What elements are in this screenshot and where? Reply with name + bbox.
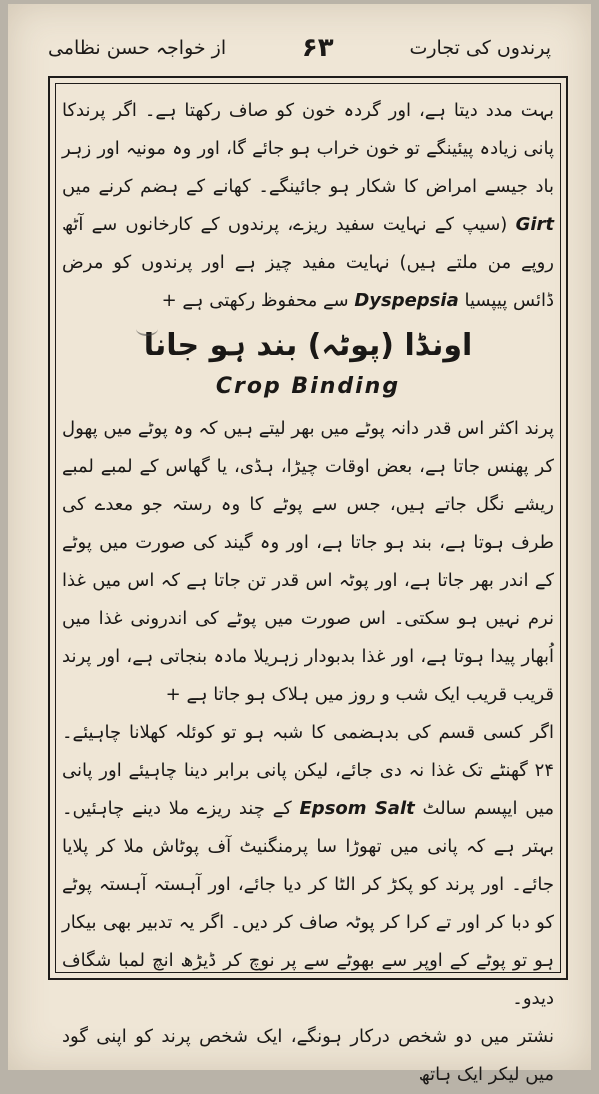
paragraph-1: بہت مدد دیتا ہے، اور گردہ خون کو صاف رکھتا ہے۔ اگر پرندکا پانی زیادہ پیئینگے تو خون خراب ہو جائے گا، اور وہ مونیہ اور زہر باد جیسے امراض کا شکار ہو جائینگے۔ کھانے کے ہضم کرنے میں Girt (سیپ کے نہایت سفید ریزے، پرندوں کے کارخانوں سے آٹھ روپے من ملتے ہیں) نہایت مفید چیز ہے اور پرندوں کو مرض ڈائس پیپسیا Dyspepsia سے محفوظ رکھتی ہے + xyxy=(62,100,554,311)
term-girt: Girt xyxy=(515,214,554,235)
pencil-mark xyxy=(136,322,158,336)
paragraph-4: نشتر میں دو شخص درکار ہونگے، ایک شخص پرند کو اپنی گود میں لیکر ایک ہاتھ xyxy=(62,1026,554,1085)
text-frame xyxy=(48,76,568,1085)
book-page xyxy=(8,4,591,1085)
section-heading-english: Crop Binding xyxy=(215,374,401,399)
paragraph-2: پرند اکثر اس قدر دانہ پوٹے میں بھر لیتے ہیں کہ وہ پوٹے میں پھول کر پھنس جاتا ہے، بعض اوقات چیڑا، ہڈی، یا گھاس کے لمبے لمبے ریشے نگل جاتے ہیں، جس سے پوٹے کا وہ رستہ جو معدے کی طرف ہوتا ہے، بند ہو جاتا ہے، اور وہ گیند کی صورت میں پوٹے کے اندر بھر جاتا ہے، اور پوٹہ اس قدر تن جاتا ہے کہ اس میں غذا نرم نہیں ہو سکتی۔ اس صورت میں پوٹے کی اندرونی غذا میں اُبھار پیدا ہوتا ہے، اور غذا بدبودار زہریلا مادہ بنجاتی ہے، اور پرند قریب قریب ایک شب و روز میں ہلاک ہو جاتا ہے + xyxy=(62,418,554,705)
section-heading: اونڈا (پوٹہ) بند ہو جانا xyxy=(143,328,473,363)
term-dyspepsia: Dyspepsia xyxy=(354,290,459,311)
paragraph-3: اگر کسی قسم کی بدہضمی کا شبہ ہو تو کوئلہ کھلانا چاہیئے۔ ۲۴ گھنٹے تک غذا نہ دی جائے، لیکن پانی برابر دینا چاہیئے اور پانی میں ایپسم سالٹ Epsom Salt کے چند ریزے ملا دینے چاہئیں۔ بہتر ہے کہ پانی میں تھوڑا سا پرمنگنیٹ آف پوٹاش ملا کر پلایا جائے۔ اور پرند کو پکڑ کر الٹا کر دیا جائے، اور آہستہ آہستہ پوٹے کو دبا کر اور تے کرا کر پوٹہ صاف کر دیں۔ اگر یہ تدبیر بھی بیکار ہو تو پوٹے کے اوپر سے بھوٹے سے پر نوچ کر ڈیڑھ انچ لمبا شگاف دیدو۔ xyxy=(62,722,554,1009)
book-title: پرندوں کی تجارت xyxy=(409,37,551,59)
author-name: از خواجہ حسن نظامی xyxy=(48,37,227,59)
page-number: ۶۳ xyxy=(301,33,334,63)
term-epsom-salt: Epsom Salt xyxy=(299,798,415,819)
page-body xyxy=(62,92,554,1094)
running-header xyxy=(48,26,551,70)
